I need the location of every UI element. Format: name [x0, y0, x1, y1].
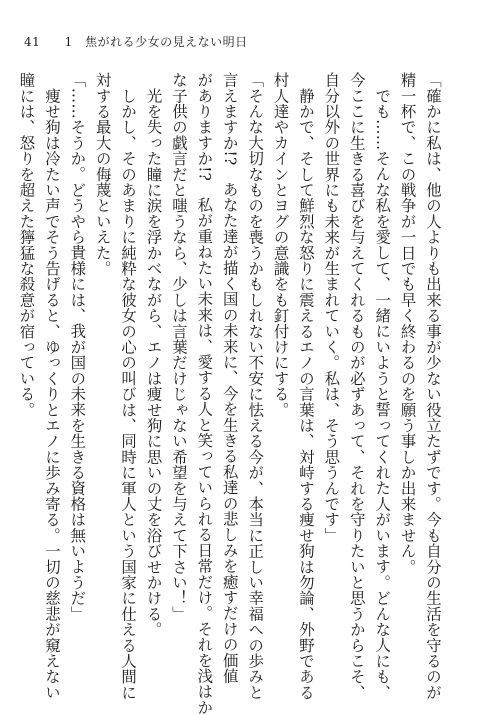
text-line: 「……そうか。どうやら貴様には、我が国の未来を生きる資格は無いようだ」 — [68, 72, 87, 622]
text-line: な子供の戯言だと嗤うなら、少しは言葉だけじゃない希望を与えて下さい！」 — [169, 72, 188, 622]
text-line: 静かで、そして鮮烈な怒りに震えるエノの言葉は、対峙する痩せ狗は勿論、外野である — [296, 72, 315, 700]
text-line: 精一杯で、この戦争が一日でも早く終わるのを願う事しか出来ません。 — [398, 72, 417, 575]
text-line: 村人達やカインとヨグの意識をも釘付けにする。 — [271, 72, 290, 418]
body-text — [13, 72, 445, 715]
text-line: 「確かに私は、他の人よりも出来る事が少ない役立たずです。今も自分の生活を守るのが — [424, 72, 442, 700]
text-line: 「そんな大切なものを喪うかもしれない不安に怯える今が、本当に正しい幸福への歩みと — [246, 72, 265, 700]
text-line: 痩せ狗は冷たい声でそう告げると、ゆっくりとエノに歩み寄る。一切の慈悲が窺えない — [42, 72, 61, 700]
text-line: 瞳には、怒りを超えた獰猛な殺意が宿っている。 — [17, 72, 36, 418]
text-line: 対する最大の侮蔑といえた。 — [93, 72, 112, 277]
page-header — [24, 33, 248, 50]
chapter-title: 焦がれる少女の見えない明日 — [85, 35, 248, 49]
text-line: しかし、そのあまりに純粋な彼女の心の叫びは、同時に軍人という国家に仕える人間に — [119, 72, 138, 700]
text-line: 言えますか!? あなた達が描く国の未来に、今を生きる私達の悲しみを癒すだけの価値 — [220, 72, 239, 684]
page-number: 41 — [24, 35, 41, 49]
text-line: 自分以外の世界にも未来が生まれていく。私は、そう思うんです」 — [322, 72, 341, 543]
text-line: 今ここに生きる喜びを与えてくれるものが必ずあって、それを守りたいと思うからこそ、 — [347, 72, 366, 700]
text-line: でも……そんな私を愛して、一緒にいようと誓ってくれた人がいます。どんな人にも、 — [373, 72, 392, 700]
chapter-number: 1 — [64, 35, 73, 49]
text-line: がありますか!? 私が重ねたい未来は、愛する人と笑っていられる日常だけ。それを浅はか — [195, 72, 214, 715]
text-line: 光を失った瞳に涙を浮かべながら、エノは痩せ狗に思いの丈を浴びせかける。 — [144, 72, 163, 638]
